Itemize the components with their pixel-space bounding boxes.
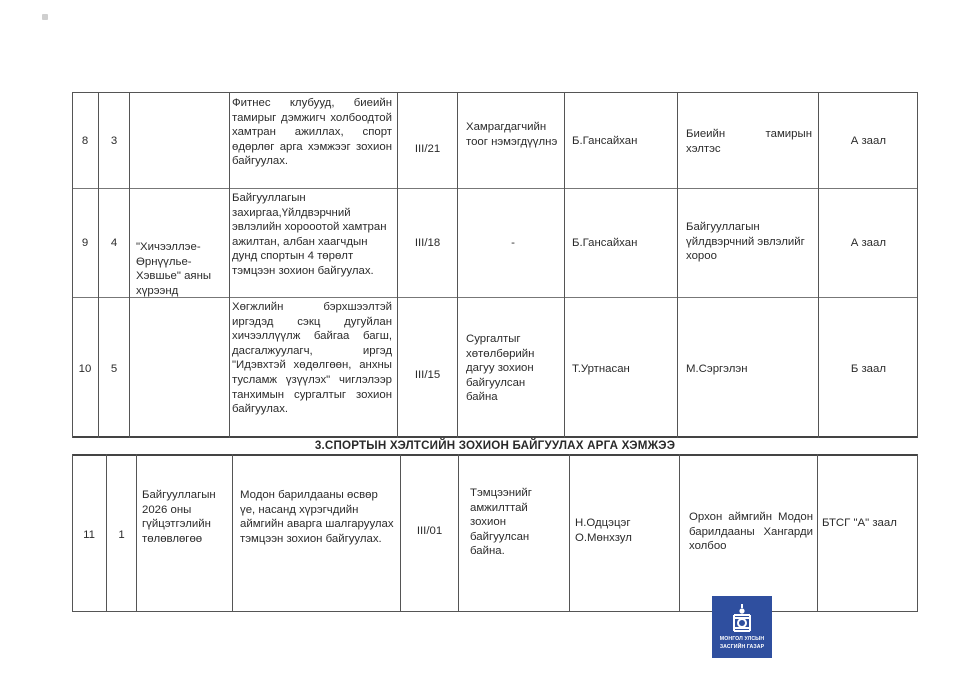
col-divider <box>677 92 678 438</box>
table-border-bottom <box>72 611 918 612</box>
partner-organization: М.Сэргэлэн <box>686 363 748 375</box>
scan-mark <box>42 14 48 20</box>
col-divider <box>457 92 458 438</box>
responsible-person: Б.Гансайхан <box>572 237 638 249</box>
responsible-person: Т.Уртнасан <box>572 363 630 375</box>
sub-number: 4 <box>110 237 118 249</box>
col-divider <box>229 92 230 438</box>
seal-line-2: ЗАСГИЙН ГАЗАР <box>719 644 765 650</box>
venue: А заал <box>850 237 886 249</box>
government-seal-logo <box>712 596 772 658</box>
activity-description: Байгууллагын захиргаа,Үйлдвэрчний эвлэлийн хорооотой хамтран ажилтан, албан хаагчдын дунд спортын 4 төрөлт тэмцээн зохион байгуулах. <box>232 192 387 277</box>
col-divider <box>232 454 233 612</box>
venue: А заал <box>850 135 886 147</box>
row-number: 10 <box>78 363 92 375</box>
sub-number: 3 <box>110 135 118 147</box>
group-label: "Хичээллэе-Өрнүүлье-Хэвшье" аяны хүрээнд <box>136 241 212 297</box>
sub-number: 1 <box>118 529 125 541</box>
row-divider <box>72 454 918 456</box>
responsible-person: Н.Одцэцэг О.Мөнхзул <box>575 517 632 544</box>
expected-outcome: Сургалтыг хөтөлбөрийн дагуу зохион байгуулсан байна <box>466 333 535 404</box>
activity-description: Модон барилдааны өсвөр үе, насанд хүрэгчдийн аймгийн аварга шалгаруулах тэмцээн зохион байгуулах. <box>240 489 394 545</box>
col-divider <box>817 454 818 612</box>
col-divider <box>679 454 680 612</box>
row-divider <box>72 188 918 189</box>
group-label: Байгууллагын 2026 оны гүйцэтгэлийн төлөвлөгөө <box>142 489 216 545</box>
partner-organization: Биеийн тамирын хэлтэс <box>686 128 812 155</box>
venue: Б заал <box>850 363 886 375</box>
activity-table <box>72 92 918 612</box>
activity-date: III/21 <box>414 143 441 155</box>
activity-description: Фитнес клубууд, биеийн тамирыг дэмжигч холбоодтой хамтран ажиллах, спорт өдөрлөг арга хэмжээг зохион байгуулах. <box>232 97 392 168</box>
sub-number: 5 <box>110 363 118 375</box>
partner-organization: Байгууллагын үйлдвэрчний эвлэлийг хороо <box>686 221 805 263</box>
activity-date: III/01 <box>416 525 443 537</box>
row-divider <box>72 436 918 438</box>
activity-description: Хөгжлийн бэрхшээлтэй иргэдэд сэкц дугуйлан хичээллүүлж байгаа багш, дасгалжуулагч, иргэд "Идэвхтэй хөдөлгөөн, анхны тусламж үзүүлэх" чиглэлээр танхимын сургалтыг зохион байгуулах. <box>232 301 392 416</box>
col-divider <box>917 454 918 612</box>
row-number: 9 <box>81 237 89 249</box>
col-divider <box>458 454 459 612</box>
col-divider <box>818 92 819 438</box>
col-divider <box>569 454 570 612</box>
venue: БТСГ "А" заал <box>822 517 897 529</box>
col-divider <box>136 454 137 612</box>
seal-line-1: МОНГОЛ УЛСЫН <box>719 636 765 642</box>
expected-outcome: - <box>511 237 515 249</box>
col-divider <box>129 92 130 438</box>
responsible-person: Б.Гансайхан <box>572 135 638 147</box>
activity-date: III/18 <box>414 237 441 249</box>
activity-date: III/15 <box>414 369 441 381</box>
table-border-top <box>72 92 918 93</box>
expected-outcome: Тэмцээнийг амжилттай зохион байгуулсан байна. <box>470 487 532 558</box>
row-number: 11 <box>83 529 95 541</box>
section-title: 3.СПОРТЫН ХЭЛТСИЙН ЗОХИОН БАЙГУУЛАХ АРГА ХЭМЖЭЭ <box>314 439 676 452</box>
col-divider <box>917 92 918 438</box>
row-number: 8 <box>81 135 89 147</box>
col-divider <box>564 92 565 438</box>
soyombo-icon <box>729 602 755 634</box>
partner-organization: Орхон аймгийн Модон барилдааны Хангарди холбоо <box>689 511 813 553</box>
expected-outcome: Хамрагдагчийн тоог нэмэгдүүлнэ <box>466 121 558 148</box>
